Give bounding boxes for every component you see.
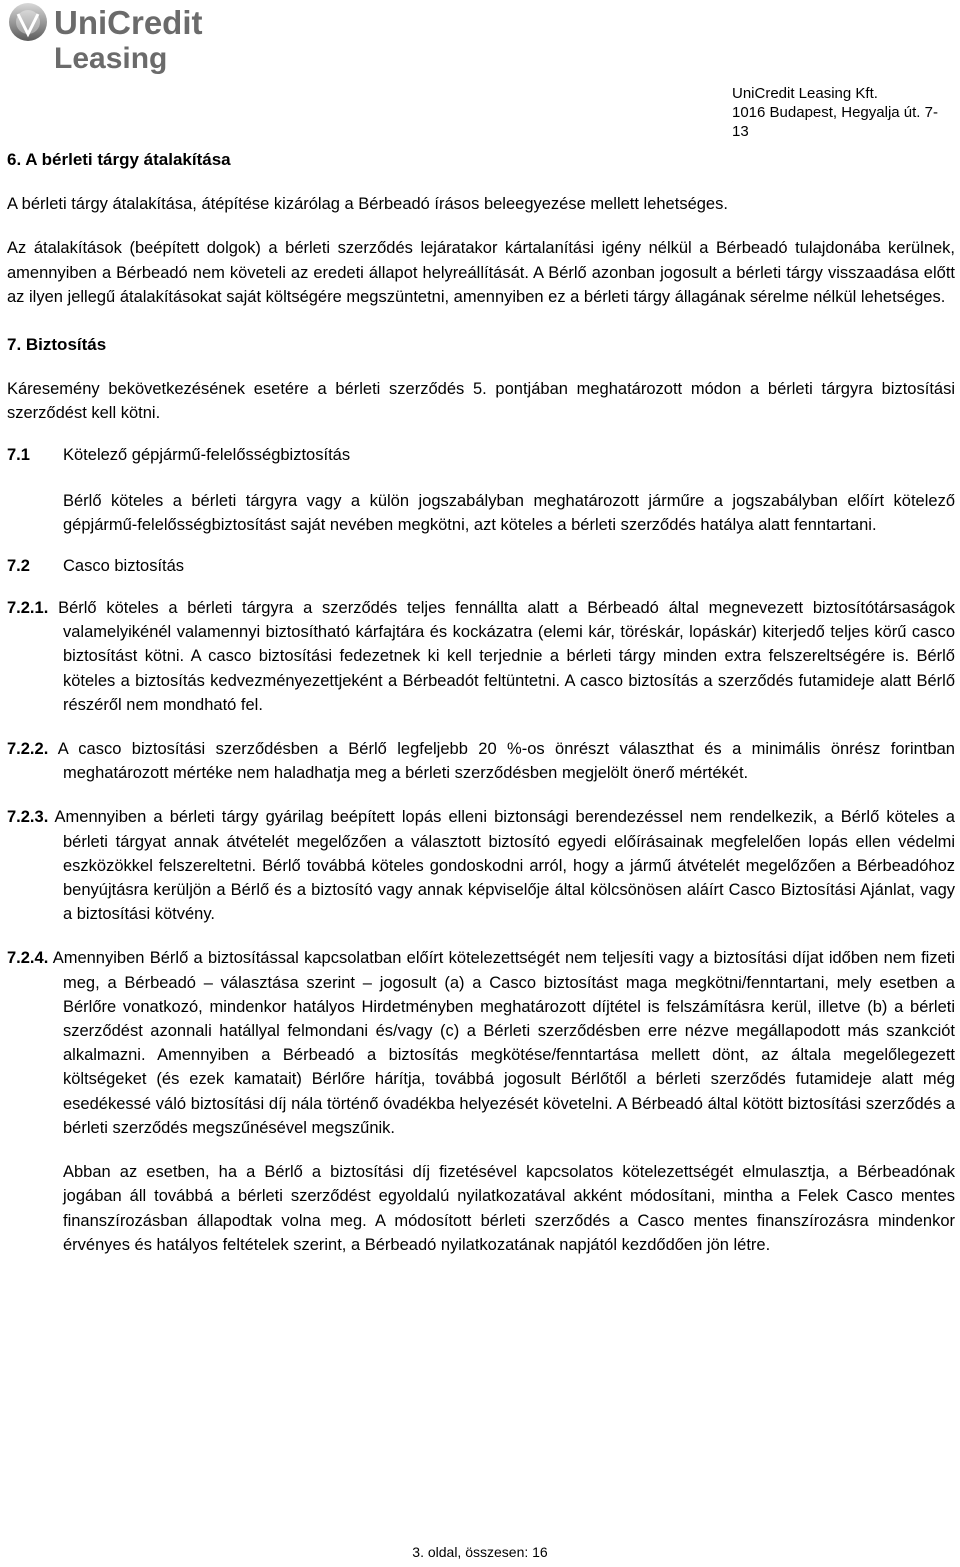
section-6-paragraph-2: Az átalakítások (beépített dolgok) a bérleti szerződés lejáratakor kártalanítási igény nélkül a Bérbeadó tulajdonába kerülnek, amennyiben a Bérbeadó nem követeli az eredeti állapot helyreállítását. A Bérlő azonban jogosult a bérleti tárgy visszaadása előtt az ilyen jellegű átalakításokat saját költségére megszüntetni, amennyiben ez a bérleti tárgy állagának sérelme nélkül lehetséges.: [7, 239, 955, 306]
section-6-paragraph-1: A bérleti tárgy átalakítása, átépítése kizárólag a Bérbeadó írásos beleegyezése mellett lehetséges.: [7, 195, 728, 214]
section-7-2-2-number: 7.2.2.: [7, 740, 49, 759]
section-7-2-4: [7, 946, 955, 1140]
section-6-title: 6. A bérleti tárgy átalakítása: [7, 150, 231, 169]
company-address: 1016 Budapest, Hegyalja út. 7-13: [732, 104, 938, 140]
section-7-2-2-text: A casco biztosítási szerződésben a Bérlő legfeljebb 20 %-os önrészt választhat és a minimális önrész forintban meghatározott mértéke nem haladhatja meg a bérleti szerződésben megjelölt önerő mértékét.: [57, 740, 955, 783]
page-footer: 3. oldal, összesen: 16: [412, 1544, 548, 1560]
document-body: [7, 148, 955, 1257]
section-7-final-paragraph: Abban az esetben, ha a Bérlő a biztosítási díj fizetésével kapcsolatos kötelezettségét elmulasztja, a Bérbeadónak jogában áll továbbá a bérleti szerződést egyoldalú nyilatkozatával akként módosítani, mintha a Felek Casco mentes finanszírozásban állapodtak volna meg. A módosított bérleti szerződés a Casco mentes finanszírozásra mindenkor érvényes és hatályos feltételek szerint, a Bérbeadó nyilatkozatának napjától kezdődően jön létre.: [63, 1163, 955, 1254]
section-7-2-4-number: 7.2.4.: [7, 949, 49, 968]
section-7-2-2: [7, 737, 955, 785]
section-7-intro: Káresemény bekövetkezésének esetére a bérleti szerződés 5. pontjában meghatározott módon a bérleti tárgyra biztosítási szerződést kell kötni.: [7, 380, 955, 423]
section-7-2-number: 7.2: [7, 557, 30, 576]
section-7-1-text: Bérlő köteles a bérleti tárgyra vagy a külön jogszabályban meghatározott járműre a jogszabályban előírt kötelező gépjármű-felelősségbiztosítást saját nevében megkötni, azt köteles a bérleti szerződés hatálya alatt fenntartani.: [63, 491, 955, 534]
section-7-1-heading: [7, 446, 955, 465]
company-name: UniCredit Leasing Kft.: [732, 85, 878, 102]
unicredit-emblem-icon: [9, 3, 47, 41]
company-address-block: [732, 84, 952, 141]
section-7-2-heading: [7, 557, 955, 576]
section-7-2-4-text: Amennyiben Bérlő a biztosítással kapcsolatban előírt kötelezettségét nem teljesíti vagy a biztosítási díjat időben nem fizeti meg, a Bérbeadó – választása szerint – jogosult (a) a Casco biztosítást maga megkötni/fenntartani, mely esetben a Bérlőre vonatkozó, mindenkor hatályos Hirdetményben meghatározott díjtétel is felszámításra kerül, illetve (b) a bérleti szerződést azonnali hatállyal felmondani és/vagy (c) a Bérleti szerződésben erre nézve megállapodott más szankciót alkalmazni. Amennyiben a Bérbeadó a biztosítás megkötése/fenntartása mellett dönt, az általa megelőlegezett költségeket (és ezek kamatait) Bérlőre hárítja, továbbá jogosult Bérlőtől a bérleti szerződés futamideje alatt még esedékessé váló biztosítási díj nála történő óvadékba helyezését követelni. A Bérbeadó által kötött biztosítási szerződés a bérleti szerződés megszűnésével megszűnik.: [52, 949, 955, 1137]
section-7-2-1-text: Bérlő köteles a bérleti tárgyra a szerződés teljes fennállta alatt a Bérbeadó által megnevezett biztosítótársaságok valamelyikénél valamennyi biztosítható kárfajtára és kockázatra (elemi kár, töréskár, lopáskár) kiterjedő teljes körű casco biztosítást kötni. A casco biztosítási fedezetnek ki kell terjednie a bérleti tárgy minden extra felszereltségére is. Bérlő köteles a biztosítás kedvezményezettjeként a Bérbeadót feltüntetni. A casco biztosítás a szerződés futamideje alatt Bérlő részéről nem mondható fel.: [58, 599, 955, 714]
section-7-2-3: [7, 805, 955, 926]
section-7-2-title: Casco biztosítás: [63, 557, 185, 576]
section-7-1-number: 7.1: [7, 445, 30, 464]
section-7-1-title: Kötelező gépjármű-felelősségbiztosítás: [63, 445, 351, 464]
section-7-2-1-number: 7.2.1.: [7, 599, 49, 618]
logo-sub-text: Leasing: [54, 42, 168, 75]
section-7-2-3-text: Amennyiben a bérleti tárgy gyárilag beépített lopás elleni biztonsági berendezéssel nem rendelkezik, a Bérlő köteles a bérleti tárgyat annak átvételét megelőzően a választott biztosító egyedi előírásainak megfelelően lopás ellen védelmi eszközökkel felszereltetni. Bérlő továbbá köteles gondoskodni arról, hogy a jármű átvételét megelőzően a Bérbeadóhoz benyújtásra kerüljön a Bérlő és a biztosító vagy annak képviselője által kölcsönösen aláírt Casco Biztosítási Ajánlat, vagy a biztosítási kötvény.: [54, 808, 955, 924]
section-7-2-3-number: 7.2.3.: [7, 808, 49, 827]
logo-brand-text: UniCredit: [54, 4, 203, 41]
section-7-title: 7. Biztosítás: [7, 335, 107, 355]
section-7-2-1: [7, 596, 955, 717]
unicredit-leasing-logo: [4, 0, 230, 78]
